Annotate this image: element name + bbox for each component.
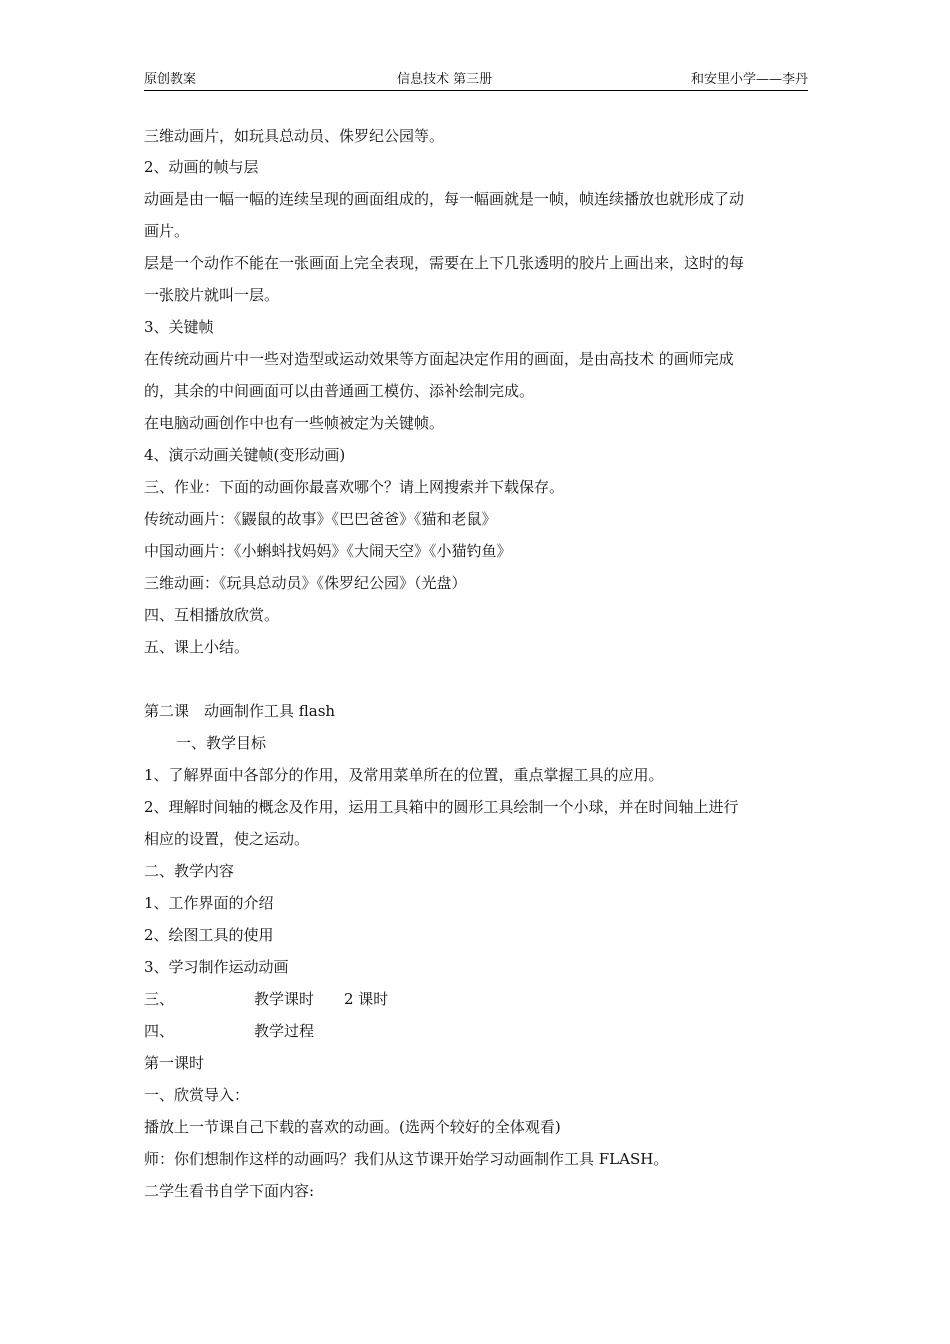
header-left: 原创教案 [144,72,197,87]
period-row [144,989,812,1009]
section-heading: 2、动画的帧与层 [144,158,259,176]
text-line: 在电脑动画创作中也有一些帧被定为关键帧。 [144,414,445,432]
text-line: 师：你们想制作这样的动画吗？我们从这节课开始学习动画制作工具 FLASH。 [144,1150,669,1168]
section-heading: 一、教学目标 [176,734,267,752]
period-label: 教学课时 [254,990,315,1008]
process-row [144,1021,812,1041]
section-heading: 二、教学内容 [144,862,235,880]
section-heading: 4、演示动画关键帧(变形动画) [144,446,346,464]
text-line: 播放上一节课自己下载的喜欢的动画。(选两个较好的全体观看) [144,1118,561,1136]
text-line: 三维动画：《玩具总动员》《侏罗纪公园》（光盘） [144,574,467,592]
process-label: 教学过程 [254,1022,315,1040]
text-line: 3、学习制作运动动画 [144,958,289,976]
text-line: 第一课时 [144,1054,205,1072]
lesson-title: 第二课 动画制作工具 flash [144,702,336,720]
page-header [144,72,808,91]
text-line: 1、工作界面的介绍 [144,894,274,912]
header-center: 信息技术 第三册 [397,72,493,87]
section-heading: 3、关键帧 [144,318,214,336]
period-value: 2 课时 [344,990,389,1008]
text-line: 的，其余的中间画面可以由普通画工模仿、添补绘制完成。 [144,382,535,400]
text-line: 1、了解界面中各部分的作用，及常用菜单所在的位置，重点掌握工具的应用。 [144,766,664,784]
process-number: 四、 [144,1022,175,1040]
text-line: 画片。 [144,222,190,240]
text-line: 五、课上小结。 [144,638,250,656]
text-line: 四、互相播放欣赏。 [144,606,280,624]
text-line: 在传统动画片中一些对造型或运动效果等方面起决定作用的画面，是由高技术 的画师完成 [144,350,734,368]
text-line: 2、理解时间轴的概念及作用，运用工具箱中的圆形工具绘制一个小球，并在时间轴上进行 [144,798,739,816]
text-line: 一、欣赏导入： [144,1086,250,1104]
text-line: 相应的设置，使之运动。 [144,830,310,848]
text-line: 传统动画片：《鼹鼠的故事》《巴巴爸爸》《猫和老鼠》 [144,510,497,528]
text-line: 中国动画片：《小蝌蚪找妈妈》《大闹天空》《小猫钓鱼》 [144,542,512,560]
text-line: 三维动画片，如玩具总动员、侏罗纪公园等。 [144,127,445,145]
text-line: 层是一个动作不能在一张画面上完全表现，需要在上下几张透明的胶片上画出来，这时的每 [144,254,745,272]
text-line: 一张胶片就叫一层。 [144,286,280,304]
text-line: 二学生看书自学下面内容: [144,1182,315,1200]
header-right: 和安里小学——李丹 [690,72,808,87]
text-line: 三、作业：下面的动画你最喜欢哪个？请上网搜索并下载保存。 [144,478,565,496]
period-number: 三、 [144,990,175,1008]
text-line: 动画是由一幅一幅的连续呈现的画面组成的，每一幅画就是一帧，帧连续播放也就形成了动 [144,190,745,208]
text-line: 2、绘图工具的使用 [144,926,274,944]
